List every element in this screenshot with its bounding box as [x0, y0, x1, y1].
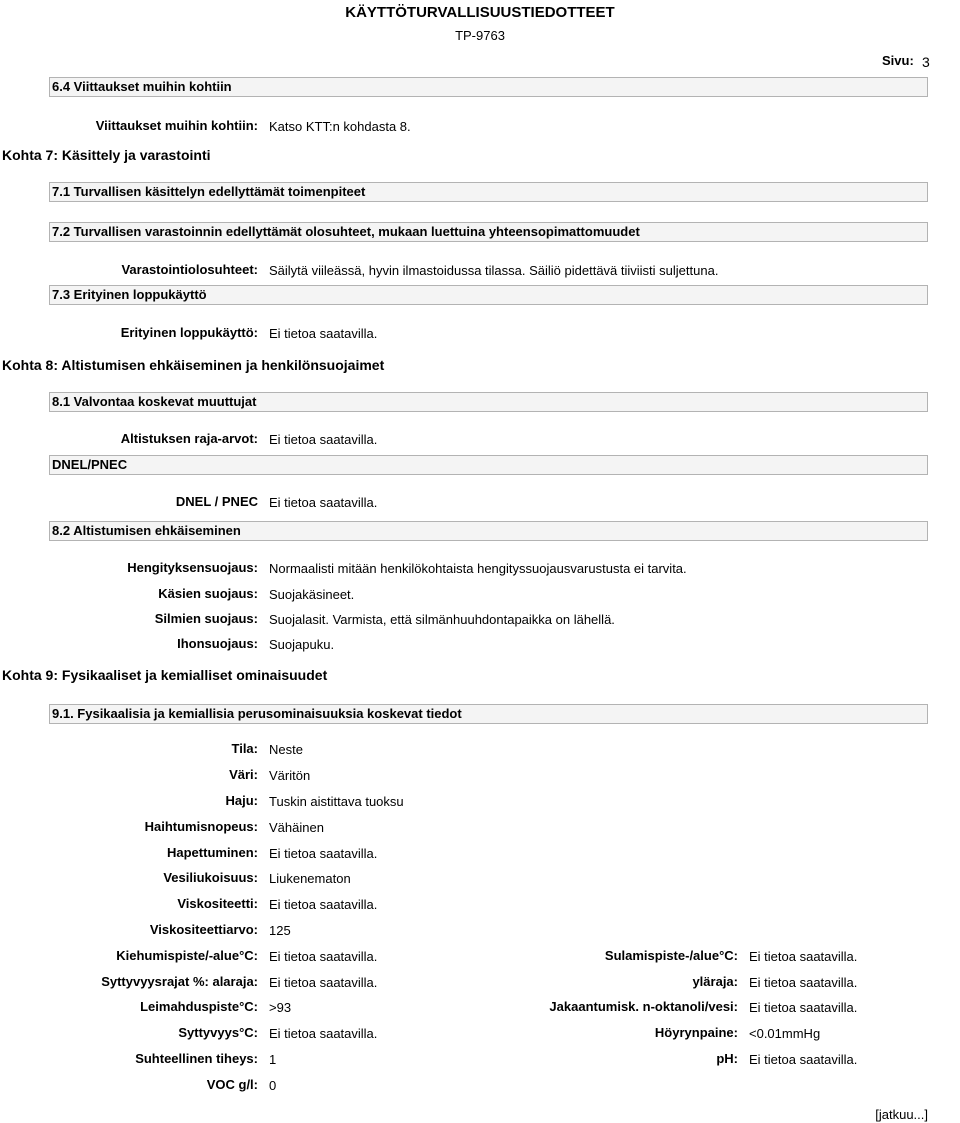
continued-note: [jatkuu...] [875, 1107, 928, 1122]
subsection-8-2-heading: 8.2 Altistumisen ehkäiseminen [49, 521, 928, 541]
property-label: Leimahduspiste°C: [140, 999, 258, 1014]
property-value: 0 [269, 1078, 277, 1093]
property-value: Väritön [269, 768, 311, 783]
property-value: Liukenematon [269, 871, 351, 886]
eye-protection-label: Silmien suojaus: [154, 611, 258, 626]
property-label: yläraja: [692, 974, 738, 989]
property-label: Kiehumispiste/-alue°C: [116, 948, 258, 963]
subsection-7-3-heading: 7.3 Erityinen loppukäyttö [49, 285, 928, 305]
section-7-heading: Kohta 7: Käsittely ja varastointi [2, 147, 211, 163]
end-use-value: Ei tietoa saatavilla. [269, 326, 378, 341]
property-label: Vesiliukoisuus: [163, 870, 258, 885]
respiratory-protection-value: Normaalisti mitään henkilökohtaista hengityssuojausvarustusta ei tarvita. [269, 561, 687, 576]
exposure-limits-value: Ei tietoa saatavilla. [269, 432, 378, 447]
subsection-6-4-heading: 6.4 Viittaukset muihin kohtiin [49, 77, 928, 97]
eye-protection-value: Suojalasit. Varmista, että silmänhuuhdontapaikka on lähellä. [269, 612, 615, 627]
property-label: Höyrynpaine: [654, 1025, 738, 1040]
property-value: Ei tietoa saatavilla. [269, 1026, 378, 1041]
section-8-heading: Kohta 8: Altistumisen ehkäiseminen ja henkilönsuojaimet [2, 357, 385, 373]
property-value: Ei tietoa saatavilla. [269, 846, 378, 861]
storage-value: Säilytä viileässä, hyvin ilmastoidussa tilassa. Säiliö pidettävä tiiviisti suljettuna. [269, 263, 719, 278]
storage-label: Varastointiolosuhteet: [121, 262, 258, 277]
respiratory-protection-label: Hengityksensuojaus: [127, 560, 258, 575]
dnel-pnec-value: Ei tietoa saatavilla. [269, 495, 378, 510]
page-label: Sivu: [882, 53, 914, 68]
property-label: Syttyvyys°C: [178, 1025, 258, 1040]
dnel-pnec-label: DNEL / PNEC [175, 494, 258, 509]
subsection-7-2-heading: 7.2 Turvallisen varastoinnin edellyttämät olosuhteet, mukaan luettuina yhteensopimattomuudet [49, 222, 928, 242]
document-code: TP-9763 [455, 28, 505, 43]
property-value: Ei tietoa saatavilla. [749, 1052, 858, 1067]
property-value: >93 [269, 1000, 292, 1015]
property-value: 1 [269, 1052, 277, 1067]
property-value: Ei tietoa saatavilla. [749, 975, 858, 990]
exposure-limits-label: Altistuksen raja-arvot: [120, 431, 258, 446]
property-value: 125 [269, 923, 291, 938]
property-value: Neste [269, 742, 303, 757]
property-value: Tuskin aistittava tuoksu [269, 794, 404, 809]
hand-protection-value: Suojakäsineet. [269, 587, 355, 602]
property-value: <0.01mmHg [749, 1026, 821, 1041]
property-label: VOC g/l: [206, 1077, 258, 1092]
property-label: Viskositeetti: [177, 896, 258, 911]
property-label: Tila: [231, 741, 258, 756]
property-value: Ei tietoa saatavilla. [749, 949, 858, 964]
property-label: pH: [716, 1051, 738, 1066]
subsection-8-1-heading: 8.1 Valvontaa koskevat muuttujat [49, 392, 928, 412]
property-label: Haihtumisnopeus: [144, 819, 258, 834]
property-label: Syttyvyysrajat %: alaraja: [101, 974, 258, 989]
property-value: Ei tietoa saatavilla. [269, 975, 378, 990]
property-label: Haju: [225, 793, 258, 808]
property-value: Vähäinen [269, 820, 324, 835]
property-label: Jakaantumisk. n-oktanoli/vesi: [549, 999, 738, 1014]
end-use-label: Erityinen loppukäyttö: [120, 325, 258, 340]
skin-protection-value: Suojapuku. [269, 637, 335, 652]
property-value: Ei tietoa saatavilla. [269, 897, 378, 912]
skin-protection-label: Ihonsuojaus: [177, 636, 258, 651]
property-label: Sulamispiste-/alue°C: [604, 948, 738, 963]
property-value: Ei tietoa saatavilla. [749, 1000, 858, 1015]
property-label: Suhteellinen tiheys: [135, 1051, 258, 1066]
document-title: KÄYTTÖTURVALLISUUSTIEDOTTEET [345, 4, 615, 21]
subsection-9-1-heading: 9.1. Fysikaalisia ja kemiallisia perusominaisuuksia koskevat tiedot [49, 704, 928, 724]
hand-protection-label: Käsien suojaus: [158, 586, 258, 601]
property-value: Ei tietoa saatavilla. [269, 949, 378, 964]
property-label: Hapettuminen: [167, 845, 258, 860]
section-9-heading: Kohta 9: Fysikaaliset ja kemialliset ominaisuudet [2, 667, 328, 683]
references-label: Viittaukset muihin kohtiin: [95, 118, 258, 133]
subsection-7-1-heading: 7.1 Turvallisen käsittelyn edellyttämät toimenpiteet [49, 182, 928, 202]
page-number: 3 [922, 54, 930, 70]
references-value: Katso KTT:n kohdasta 8. [269, 119, 411, 134]
dnel-pnec-heading: DNEL/PNEC [49, 455, 928, 475]
property-label: Viskositeettiarvo: [149, 922, 258, 937]
property-label: Väri: [229, 767, 258, 782]
